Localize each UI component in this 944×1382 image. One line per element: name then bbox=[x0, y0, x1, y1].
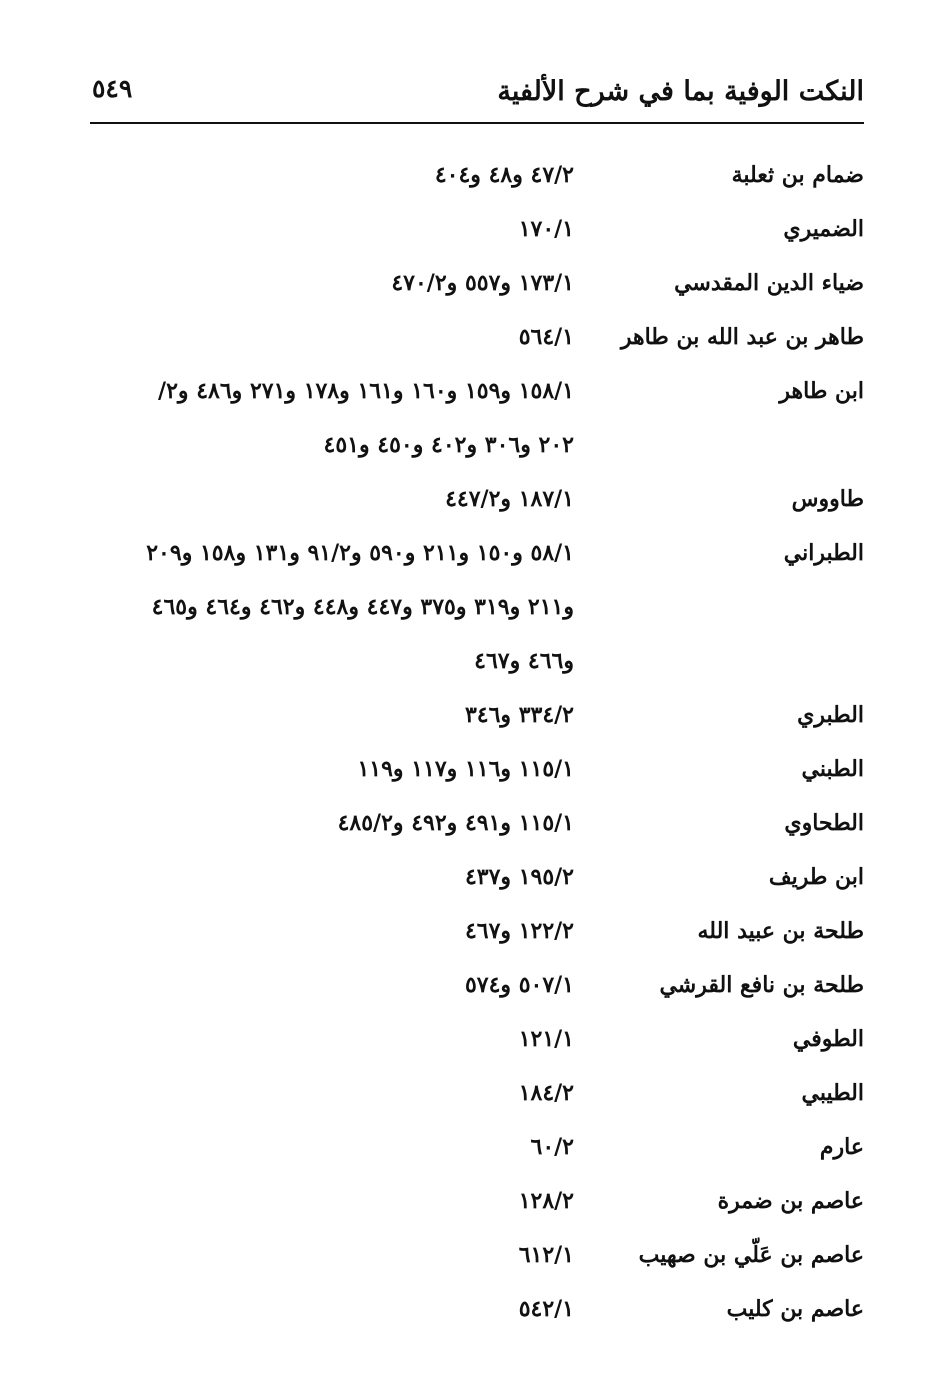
entry-references bbox=[80, 472, 574, 526]
index-entry bbox=[80, 1228, 864, 1282]
entry-references bbox=[80, 796, 574, 850]
index-entry bbox=[80, 904, 864, 958]
entry-references bbox=[80, 1228, 574, 1282]
entry-references bbox=[80, 850, 574, 904]
reference-line: ١٨٧/١ و٤٤٧/٢ bbox=[445, 486, 574, 512]
index-entry bbox=[80, 688, 864, 742]
reference-line: ٦١٢/١ bbox=[518, 1242, 574, 1268]
entry-name: الطبراني bbox=[783, 540, 864, 566]
entry-references bbox=[80, 1282, 574, 1336]
entry-references bbox=[80, 958, 574, 1012]
entry-name: عاصم بن عَلّي بن صهيب bbox=[638, 1242, 864, 1268]
entry-name: طاهر بن عبد الله بن طاهر bbox=[620, 324, 864, 350]
entry-name: ضمام بن ثعلبة bbox=[731, 162, 864, 188]
entry-name: عارم bbox=[819, 1134, 864, 1160]
entry-references bbox=[80, 148, 574, 202]
entry-name: طلحة بن نافع القرشي bbox=[659, 972, 864, 998]
entry-references bbox=[80, 688, 574, 742]
book-title: النكت الوفية بما في شرح الألفية bbox=[497, 76, 864, 107]
entry-name: عاصم بن كليب bbox=[726, 1296, 864, 1322]
index-entry bbox=[80, 1282, 864, 1336]
header-rule bbox=[90, 122, 864, 124]
reference-line: ٢٠٢ و٣٠٦ و٤٠٢ و٤٥٠ و٤٥١ bbox=[323, 432, 574, 458]
entry-references bbox=[80, 310, 574, 364]
index-entry bbox=[80, 1012, 864, 1066]
entry-references bbox=[80, 364, 574, 472]
reference-line: ١٢٢/٢ و٤٦٧ bbox=[464, 918, 574, 944]
index-entry bbox=[80, 850, 864, 904]
index-entry bbox=[80, 364, 864, 472]
reference-line: ٦٠/٢ bbox=[530, 1134, 574, 1160]
index-entry bbox=[80, 1066, 864, 1120]
entry-name: ضياء الدين المقدسي bbox=[674, 270, 864, 296]
entry-name: الضميري bbox=[783, 216, 864, 242]
reference-line: ١١٥/١ و٤٩١ و٤٩٢ و٤٨٥/٢ bbox=[337, 810, 574, 836]
index-entry bbox=[80, 148, 864, 202]
entry-references bbox=[80, 526, 574, 688]
reference-line: ١٧٣/١ و٥٥٧ و٤٧٠/٢ bbox=[391, 270, 574, 296]
index-entries bbox=[80, 148, 864, 1336]
entry-name: الطحاوي bbox=[784, 810, 864, 836]
entry-references bbox=[80, 1066, 574, 1120]
reference-line: ٣٣٤/٢ و٣٤٦ bbox=[464, 702, 574, 728]
entry-references bbox=[80, 256, 574, 310]
reference-line: و٤٦٦ و٤٦٧ bbox=[474, 648, 574, 674]
index-entry bbox=[80, 958, 864, 1012]
index-entry bbox=[80, 742, 864, 796]
reference-line: ١٧٠/١ bbox=[518, 216, 574, 242]
reference-line: ١٩٥/٢ و٤٣٧ bbox=[464, 864, 574, 890]
entry-name: طاووس bbox=[791, 486, 864, 512]
entry-name: الطبري bbox=[797, 702, 864, 728]
index-entry bbox=[80, 796, 864, 850]
entry-name: الطوفي bbox=[792, 1026, 864, 1052]
entry-name: الطيبي bbox=[801, 1080, 864, 1106]
index-entry bbox=[80, 256, 864, 310]
reference-line: ١٢٨/٢ bbox=[518, 1188, 574, 1214]
reference-line: ٥٤٢/١ bbox=[518, 1296, 574, 1322]
entry-name: طلحة بن عبيد الله bbox=[697, 918, 864, 944]
reference-line: ٤٧/٢ و٤٨ و٤٠٤ bbox=[434, 162, 574, 188]
entry-references bbox=[80, 742, 574, 796]
page-number: ٥٤٩ bbox=[92, 74, 133, 103]
reference-line: ٥٨/١ و١٥٠ و٢١١ و٥٩٠ و٩١/٢ و١٣١ و١٥٨ و٢٠٩ bbox=[146, 540, 574, 566]
entry-references bbox=[80, 202, 574, 256]
reference-line: و٢١١ و٣١٩ و٣٧٥ و٤٤٧ و٤٤٨ و٤٦٢ و٤٦٤ و٤٦٥ bbox=[151, 594, 574, 620]
entry-name: ابن طريف bbox=[768, 864, 864, 890]
entry-references bbox=[80, 904, 574, 958]
index-entry bbox=[80, 202, 864, 256]
entry-references bbox=[80, 1120, 574, 1174]
index-entry bbox=[80, 472, 864, 526]
reference-line: ١١٥/١ و١١٦ و١١٧ و١١٩ bbox=[357, 756, 574, 782]
index-entry bbox=[80, 1174, 864, 1228]
index-entry bbox=[80, 310, 864, 364]
entry-name: عاصم بن ضمرة bbox=[717, 1188, 864, 1214]
entry-name: ابن طاهر bbox=[779, 378, 864, 404]
reference-line: ١٢١/١ bbox=[518, 1026, 574, 1052]
reference-line: ٥٦٤/١ bbox=[518, 324, 574, 350]
entry-name: الطبني bbox=[801, 756, 864, 782]
index-entry bbox=[80, 1120, 864, 1174]
reference-line: ١٨٤/٢ bbox=[518, 1080, 574, 1106]
entry-references bbox=[80, 1174, 574, 1228]
index-entry bbox=[80, 526, 864, 688]
reference-line: ٥٠٧/١ و٥٧٤ bbox=[464, 972, 574, 998]
running-header bbox=[90, 70, 864, 122]
entry-references bbox=[80, 1012, 574, 1066]
reference-line: ١٥٨/١ و١٥٩ و١٦٠ و١٦١ و١٧٨ و٢٧١ و٤٨٦ و٢/ bbox=[158, 378, 574, 404]
